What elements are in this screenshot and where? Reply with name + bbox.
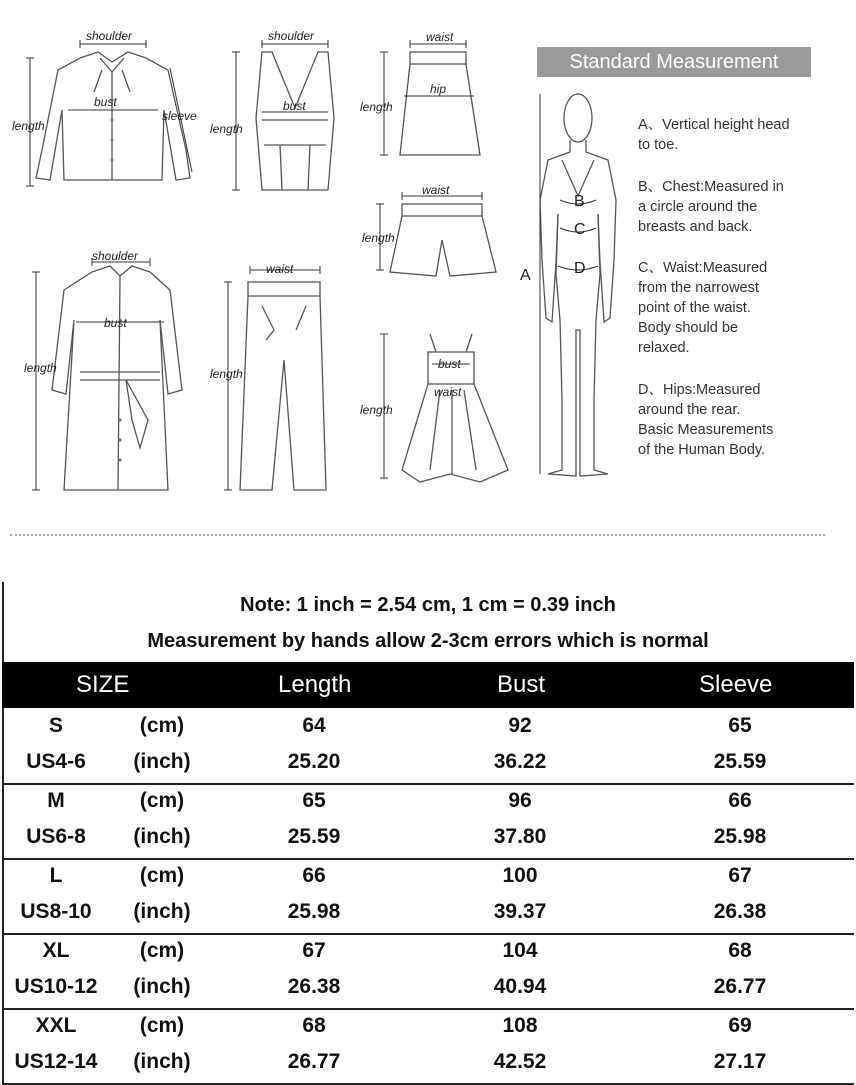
measurement-illustrations <box>0 0 856 540</box>
bust-cm: 108 <box>502 1014 538 1037</box>
bust-cm: 92 <box>508 714 532 737</box>
length-inch: 26.38 <box>287 975 341 998</box>
length-inch: 25.59 <box>287 825 341 848</box>
size-row-l <box>2 858 854 935</box>
figure-letter-b: B <box>574 193 585 210</box>
sleeve-inch: 26.38 <box>713 900 767 923</box>
unit-cm: (cm) <box>139 1014 185 1037</box>
human-body-figure <box>520 94 616 476</box>
length-inch: 25.98 <box>287 900 341 923</box>
figure-letter-d: D <box>574 260 586 277</box>
us-size-label: US10-12 <box>14 975 98 998</box>
length-cm: 67 <box>302 939 326 962</box>
conversion-note: Note: 1 inch = 2.54 cm, 1 cm = 0.39 inch <box>240 594 616 616</box>
coat-diagram <box>24 249 182 490</box>
unit-cm: (cm) <box>139 714 185 737</box>
standard-measurement-title: Standard Measurement <box>537 47 811 77</box>
header-bust: Bust <box>497 671 546 698</box>
sleeve-cm: 68 <box>728 939 752 962</box>
size-label: XXL <box>35 1014 77 1037</box>
measurement-item-b: B、Chest:Measured in a circle around the breasts and back. <box>638 179 784 235</box>
unit-inch: (inch) <box>133 750 191 773</box>
size-label: S <box>48 714 63 737</box>
length-label: length <box>210 122 243 136</box>
skirt-diagram <box>360 30 480 155</box>
sleeve-inch: 25.59 <box>713 750 767 773</box>
header-length: Length <box>278 671 352 698</box>
shoulder-label: shoulder <box>86 29 133 43</box>
us-size-label: US4-6 <box>26 750 86 773</box>
size-row-xxl <box>2 1008 854 1085</box>
measurement-item-c: C、Waist:Measured from the narrowest point of the waist. Body should be relaxed. <box>638 260 768 356</box>
size-row-m <box>2 783 854 860</box>
size-chart <box>0 582 856 1085</box>
sleeve-inch: 25.98 <box>713 825 767 848</box>
header-size: SIZE <box>76 671 130 698</box>
bust-inch: 37.80 <box>493 825 547 848</box>
table-header <box>2 662 854 708</box>
size-label: M <box>47 789 65 812</box>
sleeve-inch: 26.77 <box>713 975 767 998</box>
us-size-label: US12-14 <box>14 1050 98 1073</box>
bust-label: bust <box>104 316 127 330</box>
sleeve-inch: 27.17 <box>713 1050 767 1073</box>
length-label: length <box>12 119 45 133</box>
shoulder-label: shoulder <box>92 249 139 263</box>
bust-label: bust <box>94 95 117 109</box>
dotted-divider <box>10 534 825 536</box>
trousers-diagram <box>210 262 326 490</box>
tank-top-diagram <box>210 29 334 190</box>
bust-cm: 104 <box>502 939 538 962</box>
waist-label: waist <box>426 30 454 44</box>
bust-inch: 42.52 <box>493 1050 547 1073</box>
length-cm: 66 <box>302 864 326 887</box>
length-inch: 26.77 <box>287 1050 341 1073</box>
sleeve-cm: 67 <box>728 864 752 887</box>
bust-label: bust <box>438 357 461 371</box>
sleeve-label: sleeve <box>162 109 197 123</box>
length-label: length <box>210 367 243 381</box>
length-label: length <box>360 100 393 114</box>
bust-cm: 96 <box>508 789 532 812</box>
figure-letter-a: A <box>520 267 531 284</box>
dress-diagram <box>360 334 508 482</box>
unit-cm: (cm) <box>139 789 185 812</box>
bust-label: bust <box>283 99 306 113</box>
bust-inch: 39.37 <box>493 900 547 923</box>
sleeve-cm: 69 <box>728 1014 752 1037</box>
size-row-xl <box>2 933 854 1010</box>
length-label: length <box>360 403 393 417</box>
measurement-item-d: D、Hips:Measured around the rear. Basic Measurements of the Human Body. <box>638 382 774 458</box>
sleeve-cm: 65 <box>728 714 752 737</box>
length-label: length <box>24 361 57 375</box>
bust-inch: 40.94 <box>493 975 547 998</box>
unit-cm: (cm) <box>139 864 185 887</box>
length-inch: 25.20 <box>287 750 341 773</box>
bust-cm: 100 <box>502 864 538 887</box>
bust-inch: 36.22 <box>493 750 547 773</box>
size-label: L <box>49 864 63 887</box>
size-row-s <box>2 708 854 785</box>
waist-label: waist <box>266 262 294 276</box>
unit-cm: (cm) <box>139 939 185 962</box>
sleeve-cm: 66 <box>728 789 752 812</box>
shoulder-label: shoulder <box>268 29 315 43</box>
unit-inch: (inch) <box>133 900 191 923</box>
blouse-diagram <box>12 29 197 186</box>
header-sleeve: Sleeve <box>699 671 773 698</box>
length-cm: 64 <box>302 714 326 737</box>
length-label: length <box>362 231 395 245</box>
shorts-diagram <box>362 183 496 276</box>
waist-label: waist <box>434 385 462 399</box>
hip-label: hip <box>430 82 447 96</box>
error-note: Measurement by hands allow 2-3cm errors which is normal <box>147 630 709 652</box>
waist-label: waist <box>422 183 450 197</box>
measurement-item-a: A、Vertical height head to toe. <box>638 117 790 153</box>
unit-inch: (inch) <box>133 825 191 848</box>
us-size-label: US8-10 <box>20 900 92 923</box>
figure-letter-c: C <box>574 221 586 238</box>
unit-inch: (inch) <box>133 1050 191 1073</box>
size-label: XL <box>42 939 70 962</box>
length-cm: 68 <box>302 1014 326 1037</box>
unit-inch: (inch) <box>133 975 191 998</box>
us-size-label: US6-8 <box>26 825 86 848</box>
length-cm: 65 <box>302 789 326 812</box>
